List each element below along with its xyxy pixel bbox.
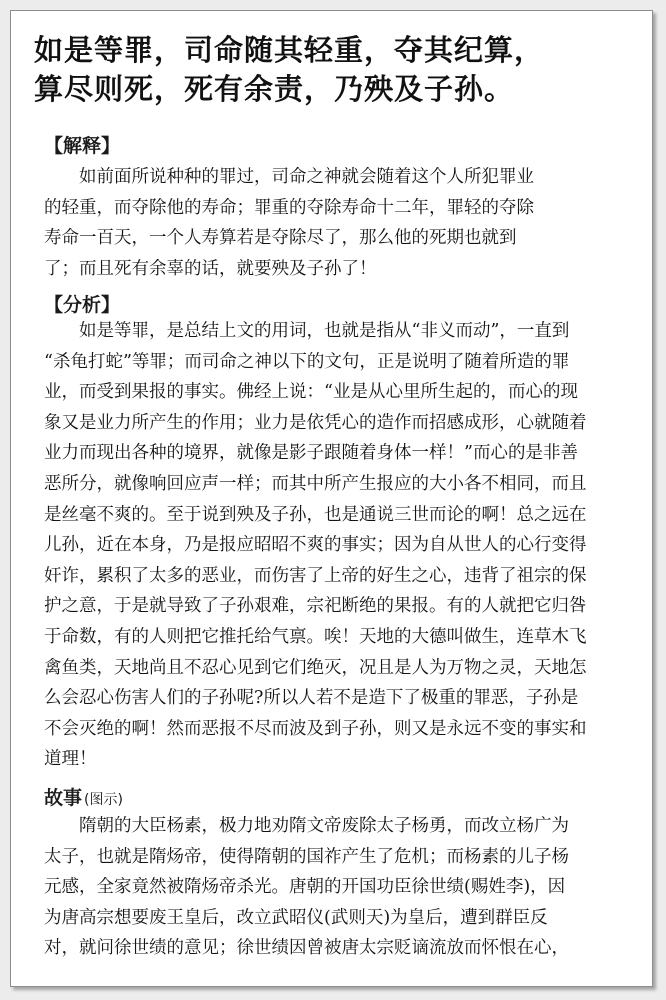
text-line: 护之意，于是就导致了子孙艰难，宗祀断绝的果报。有的人就把它归咎	[44, 596, 587, 617]
explain-paragraph	[44, 162, 634, 284]
text-line: “杀龟打蛇”等罪；而司命之神以下的文句，正是说明了随着所造的罪	[44, 351, 570, 372]
text-line: 如是等罪，是总结上文的用词，也就是指从“非义而动”，一直到	[44, 321, 570, 341]
text-line: 奸诈，累积了太多的恶业，而伤害了上帝的好生之心，违背了祖宗的保	[44, 565, 587, 586]
text-line: 象又是业力所产生的作用；业力是依凭心的造作而招感成形，心就随着	[44, 412, 587, 433]
text-line: 禽鱼类，天地尚且不忍心见到它们绝灭，况且是人为万物之灵，天地怎	[44, 657, 587, 678]
text-line: 太子，也就是隋炀帝，使得隋朝的国祚产生了危机；而杨素的儿子杨	[44, 846, 569, 867]
verse-heading	[34, 31, 634, 109]
story-sublabel: (图示)	[84, 792, 123, 808]
text-line: 元感，全家竟然被隋炀帝杀光。唐朝的开国功臣徐世绩(赐姓李)，因	[44, 877, 566, 898]
text-line: 业，而受到果报的事实。佛经上说：“业是从心里所生起的，而心的现	[44, 382, 578, 403]
story-label	[44, 786, 123, 812]
text-line: 为唐高宗想要废王皇后，改立武昭仪(武则天)为皇后，遭到群臣反	[44, 907, 548, 928]
analysis-paragraph	[44, 316, 634, 775]
text-line: 对，就问徐世绩的意见；徐世绩因曾被唐太宗贬谪流放而怀恨在心，	[44, 938, 569, 959]
text-line: 的轻重，而夺除他的寿命；罪重的夺除寿命十二年，罪轻的夺除	[44, 197, 534, 218]
text-line: 恶所分，就像响回应声一样；而其中所产生报应的大小各不相同，而且	[44, 473, 587, 494]
story-paragraph	[44, 811, 634, 964]
explain-label: 【解释】	[44, 135, 121, 157]
text-line: 隋朝的大臣杨素，极力地劝隋文帝废除太子杨勇，而改立杨广为	[44, 816, 569, 836]
verse-line-2: 算尽则死，死有余责，乃殃及子孙。	[34, 72, 515, 106]
text-line: 不会灭绝的啊！然而恶报不尽而波及到子孙，则又是永远不变的事实和	[44, 718, 587, 739]
text-line: 是丝毫不爽的。至于说到殃及子孙，也是通说三世而论的啊！总之远在	[44, 504, 587, 525]
text-line: 寿命一百天，一个人寿算若是夺除尽了，那么他的死期也就到	[44, 228, 517, 249]
text-line: 如前面所说种种的罪过，司命之神就会随着这个人所犯罪业	[44, 167, 534, 187]
story-title: 故事	[44, 787, 83, 809]
analysis-label: 【分析】	[44, 294, 121, 316]
text-line: 于命数，有的人则把它推托给气禀。唉！天地的大德叫做生，连草木飞	[44, 626, 587, 647]
text-line: 么会忍心伤害人们的子孙呢?所以人若不是造下了极重的罪恶，子孙是	[44, 688, 579, 709]
verse-line-1: 如是等罪，司命随其轻重，夺其纪算，	[34, 33, 545, 67]
text-line: 了；而且死有余辜的话，就要殃及子孙了！	[44, 258, 377, 279]
text-line: 道理！	[44, 749, 97, 770]
text-line: 儿孙，近在本身，乃是报应昭昭不爽的事实；因为自从世人的心行变得	[44, 535, 587, 556]
text-line: 业力而现出各种的境界，就像是影子跟随着身体一样！”而心的是非善	[44, 443, 578, 464]
